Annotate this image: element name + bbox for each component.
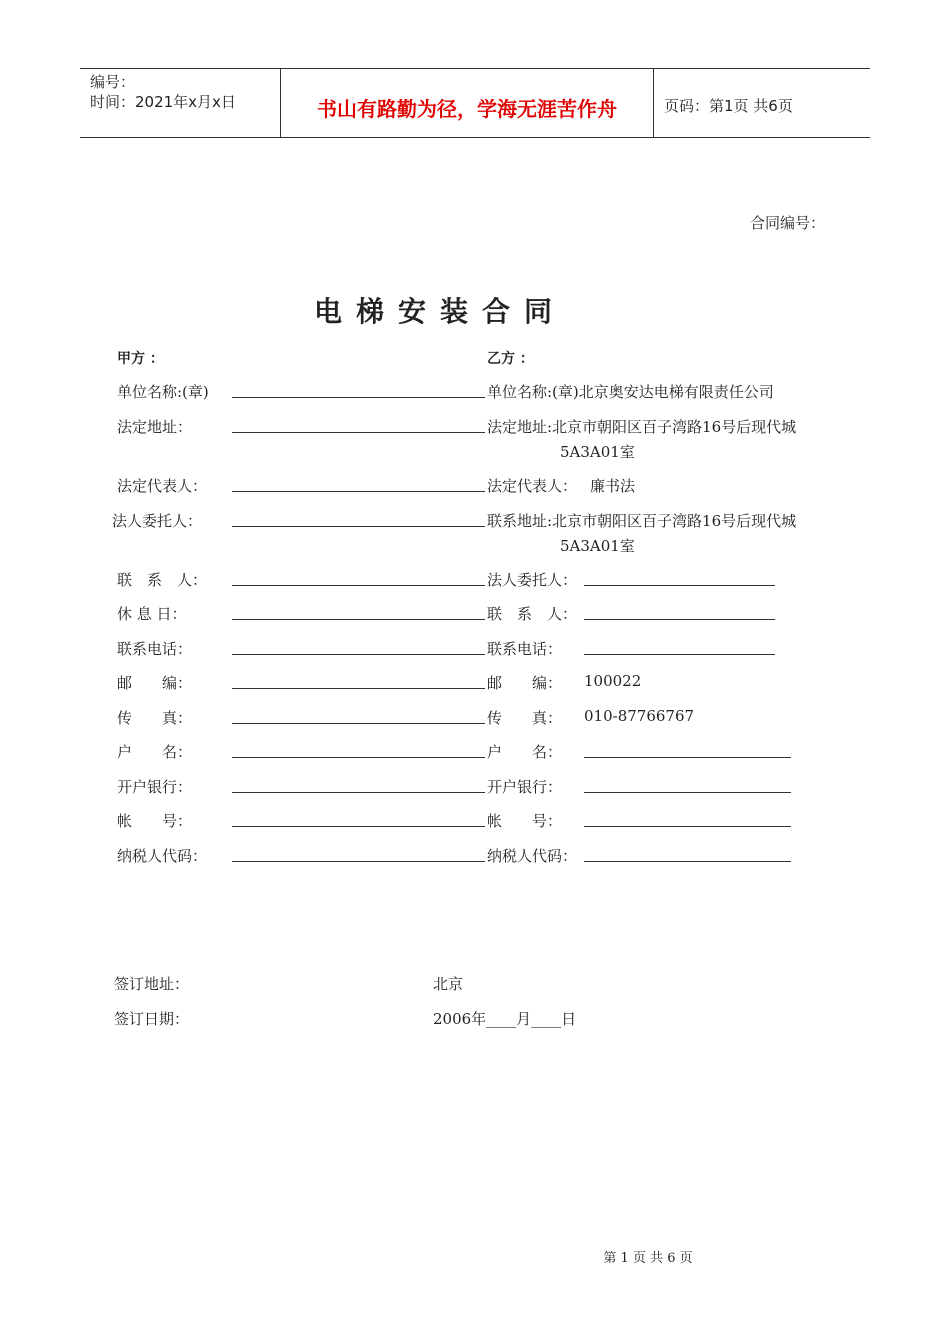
- party-b-postcode-label: 邮 编：: [487, 674, 563, 692]
- party-a-account-name-label: 户 名：: [117, 743, 193, 761]
- party-a-tax-code-blank[interactable]: [232, 861, 485, 862]
- header-left-cell: [80, 69, 281, 137]
- party-a-account-no-label: 帐 号：: [117, 812, 193, 830]
- party-a-phone-label: 联系电话：: [117, 640, 193, 658]
- party-a-legal-rep-blank[interactable]: [232, 491, 485, 492]
- document-header: [80, 68, 870, 138]
- signing-place-value: 北京: [433, 975, 464, 993]
- party-b-account-no-blank[interactable]: [584, 826, 791, 827]
- party-b-account-name-label: 户 名：: [487, 743, 563, 761]
- party-a-legal-address-blank[interactable]: [232, 432, 485, 433]
- party-b-tax-code-label: 纳税人代码：: [487, 847, 578, 865]
- party-b-entrusted-label: 法人委托人：: [487, 571, 578, 589]
- party-a-fax-label: 传 真：: [117, 709, 193, 727]
- header-motto: 书山有路勤为径，学海无涯苦作舟: [317, 97, 617, 121]
- signing-place-label: 签订地址：: [114, 975, 190, 993]
- header-middle-cell: [281, 69, 654, 137]
- party-a-contact-blank[interactable]: [232, 585, 485, 586]
- party-a-rest-day-blank[interactable]: [232, 619, 485, 620]
- party-a-account-name-blank[interactable]: [232, 757, 485, 758]
- signing-date-label: 签订日期：: [114, 1010, 190, 1028]
- party-b-contact-address-line1: 联系地址:北京市朝阳区百子湾路16号后现代城: [487, 512, 797, 530]
- party-b-entrusted-blank[interactable]: [584, 585, 775, 586]
- party-a-heading: 甲方 ：: [117, 351, 164, 367]
- party-b-contact-blank[interactable]: [584, 619, 775, 620]
- party-a-postcode-label: 邮 编：: [117, 674, 193, 692]
- header-page-info: 页码：第1页 共6页: [664, 97, 793, 115]
- party-a-bank-blank[interactable]: [232, 792, 485, 793]
- party-b-legal-rep-value: 廉书法: [590, 477, 636, 495]
- party-a-legal-rep-label: 法定代表人：: [117, 477, 208, 495]
- header-time-label: 时间：2021年x月x日: [90, 93, 236, 111]
- party-a-tax-code-label: 纳税人代码：: [117, 847, 208, 865]
- party-b-account-no-label: 帐 号：: [487, 812, 563, 830]
- party-b-tax-code-blank[interactable]: [584, 861, 791, 862]
- party-a-legal-address-label: 法定地址：: [117, 418, 193, 436]
- party-b-legal-address-line1: 法定地址:北京市朝阳区百子湾路16号后现代城: [487, 418, 797, 436]
- party-a-contact-label: 联 系 人：: [117, 571, 208, 589]
- party-b-bank-label: 开户银行：: [487, 778, 563, 796]
- party-a-unit-name-blank[interactable]: [232, 397, 485, 398]
- party-b-legal-rep-label: 法定代表人：: [487, 477, 578, 495]
- party-b-legal-address-line2: 5A3A01室: [560, 443, 635, 461]
- party-b-fax-label: 传 真：: [487, 709, 563, 727]
- header-right-cell: [654, 69, 870, 137]
- party-a-account-no-blank[interactable]: [232, 826, 485, 827]
- party-b-contact-address-line2: 5A3A01室: [560, 537, 635, 555]
- party-a-unit-name-label: 单位名称:(章): [117, 383, 209, 401]
- signing-date-value: 2006年____月____日: [433, 1010, 577, 1028]
- party-a-rest-day-label: 休 息 日：: [117, 605, 187, 623]
- party-b-heading: 乙方 ：: [487, 351, 534, 367]
- party-b-fax-value: 010-87766767: [584, 707, 695, 725]
- party-b-contact-label: 联 系 人：: [487, 605, 578, 623]
- page-footer: 第 1 页 共 6 页: [603, 1251, 693, 1266]
- party-b-postcode-value: 100022: [584, 672, 642, 690]
- header-number-label: 编号：: [90, 73, 136, 91]
- party-a-entrusted-blank[interactable]: [232, 526, 485, 527]
- party-a-phone-blank[interactable]: [232, 654, 485, 655]
- party-b-unit-name: 单位名称:(章)北京奥安达电梯有限责任公司: [487, 383, 774, 401]
- party-b-account-name-blank[interactable]: [584, 757, 791, 758]
- contract-number-label: 合同编号：: [750, 214, 826, 232]
- party-a-fax-blank[interactable]: [232, 723, 485, 724]
- party-b-bank-blank[interactable]: [584, 792, 791, 793]
- party-a-entrusted-label: 法人委托人：: [112, 512, 203, 530]
- party-b-phone-label: 联系电话：: [487, 640, 563, 658]
- party-a-postcode-blank[interactable]: [232, 688, 485, 689]
- party-a-bank-label: 开户银行：: [117, 778, 193, 796]
- document-title: 电梯安装合同: [313, 295, 566, 328]
- party-b-phone-blank[interactable]: [584, 654, 775, 655]
